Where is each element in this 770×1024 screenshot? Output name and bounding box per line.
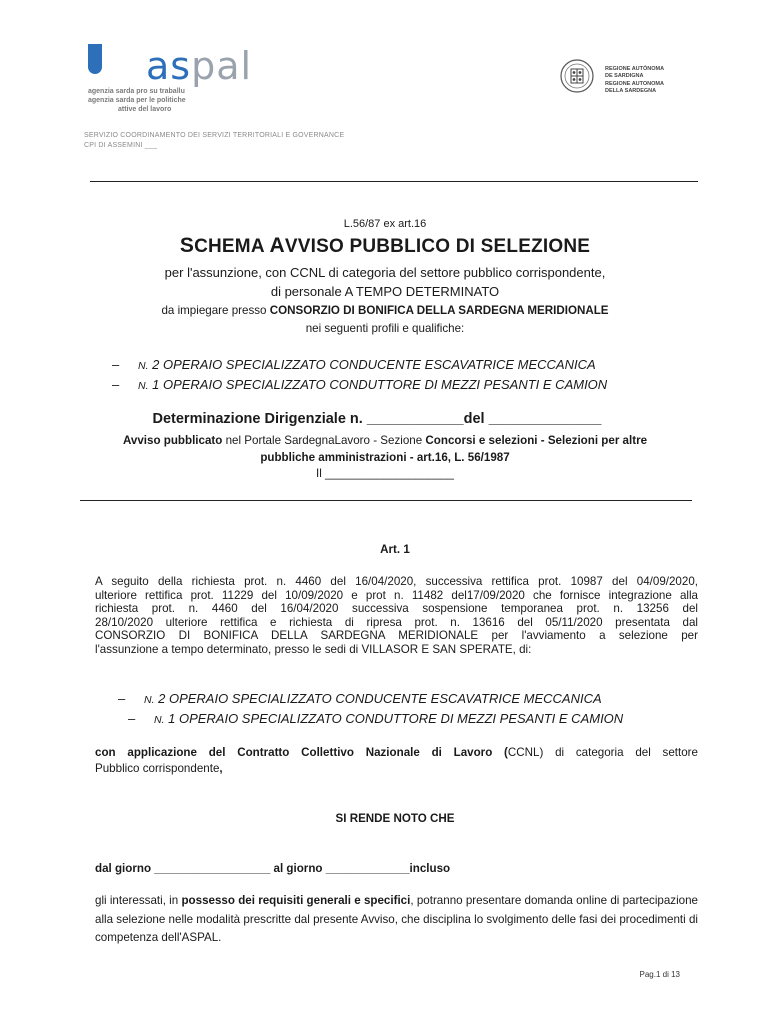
logo-tagline-3: attive del lavoro [118,106,172,113]
regione-seal-icon [560,58,594,94]
aspal-wordmark: aspal [146,44,253,88]
profile-item: – N. 2 OPERAIO SPECIALIZZATO CONDUCENTE ESCAVATRICE MECCANICA [112,357,596,372]
ccnl-line-2: Pubblico corrispondente, [95,762,223,775]
subtitle-2: di personale A TEMPO DETERMINATO [270,284,500,299]
header-divider [90,181,698,182]
page-number: Pag.1 di 13 [639,970,680,979]
profile-item: – N. 1 OPERAIO SPECIALIZZATO CONDUTTORE DI MEZZI PESANTI E CAMION [112,377,608,392]
art-heading: Art. 1 [380,543,410,556]
service-line-2: CPI DI ASSEMINI ___ [84,142,158,149]
region-name-3: REGIONE AUTONOMA [605,81,664,87]
art-paragraph-line: A seguito della richiesta prot. n. 4460 del 16/04/2020, successiva rettifica prot. 10987 del 04/09/2020, [95,575,698,588]
art-paragraph [95,575,698,657]
subtitle-4: nei seguenti profili e qualifiche: [305,322,465,335]
aspal-logo [88,44,253,124]
subtitle-3: da impiegare presso CONSORZIO DI BONIFICA DELLA SARDEGNA MERIDIONALE [161,304,609,317]
regione-sardegna-logo [560,58,690,100]
law-reference: L.56/87 ex art.16 [343,218,427,230]
logo-tagline-1: agenzia sarda pro su traballu [88,88,185,95]
region-name-4: DELLA SARDEGNA [605,88,657,94]
logo-tagline-2: agenzia sarda per le politiche [88,97,186,104]
profile-item: – N. 1 OPERAIO SPECIALIZZATO CONDUTTORE DI MEZZI PESANTI E CAMION [128,711,624,726]
final-paragraph: gli interessati, in possesso dei requisiti generali e specifici, potranno presentare domanda online di partecipazione alla selezione nelle modalità prescritte dal presente Avviso, che disciplina lo svolgimento delle fasi dei procedimenti di competenza dell'ASPAL. [95,894,699,944]
aspal-shield-icon [88,44,102,74]
ccnl-line-1: con applicazione del Contratto Collettivo Nazionale di Lavoro (CCNL) di categoria del settore [95,746,698,759]
determinazione-line: Determinazione Dirigenziale n. ____________del ______________ [152,411,602,427]
il-line: Il ____________________ [316,467,454,480]
region-name-2: DE SARDIGNA [605,73,644,79]
ccnl-paragraph [95,745,698,777]
page-title: SCHEMA AVVISO PUBBLICO DI SELEZIONE [179,234,591,257]
section-divider [80,500,692,501]
art-paragraph-line: CONSORZIO DI BONIFICA DELLA SARDEGNA MERIDIONALE per l'avviamento a selezione per [95,629,698,643]
art-paragraph-line: ulteriore rettifica prot. 11229 del 10/09/2020 e prot n. 11482 del17/09/2020 che fornisce integrazione alla [95,588,698,602]
subtitle-1: per l'assunzione, con CCNL di categoria del settore pubblico corrispondente, [164,265,606,280]
service-line-1: SERVIZIO COORDINAMENTO DEI SERVIZI TERRITORIALI E GOVERNANCE [84,132,345,139]
avviso-line-1: Avviso pubblicato nel Portale SardegnaLavoro - Sezione Concorsi e selezioni - Selezioni per altre [122,434,648,447]
si-rende-noto: SI RENDE NOTO CHE [335,812,455,825]
date-range-line: dal giorno __________________ al giorno _____________incluso [95,862,451,875]
avviso-line-2: pubbliche amministrazioni - art.16, L. 56/1987 [260,451,510,464]
art-paragraph-line: richiesta prot. n. 4460 del 16/04/2020 successiva sospensione temporanea prot. n. 13256 del [95,602,698,616]
art-paragraph-line: l'assunzione a tempo determinato, presso le sedi di VILLASOR E SAN SPERATE, di: [95,642,532,656]
region-name-1: REGIONE AUTÒNOMA [605,66,665,72]
profile-item: – N. 2 OPERAIO SPECIALIZZATO CONDUCENTE ESCAVATRICE MECCANICA [118,691,602,706]
art-paragraph-line: 28/10/2020 ulteriore rettifica e richiesta di ripresa prot. n. 13616 del 05/11/2020 presentata dal [95,615,698,629]
